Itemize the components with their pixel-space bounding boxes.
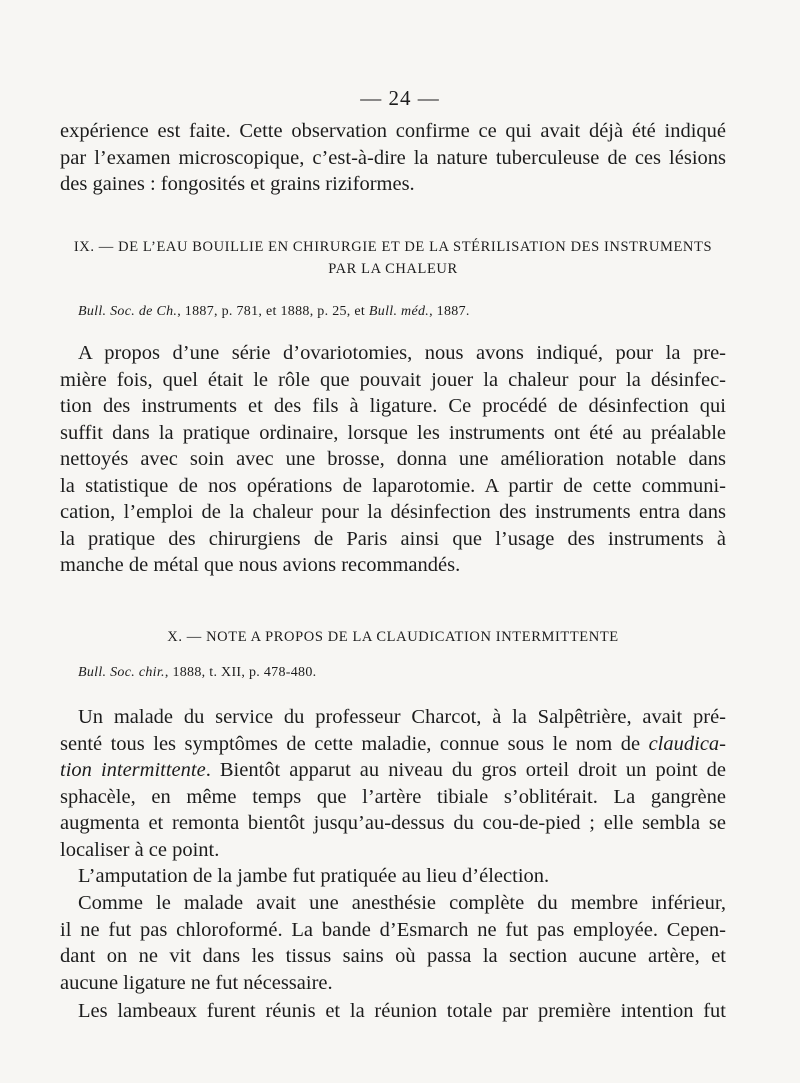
text-segment: senté tous les symptômes de cette maladie, connue sous le nom de xyxy=(60,732,649,755)
text-line: Les lambeaux furent réunis et la réunion totale par première intention fut xyxy=(78,1000,726,1022)
text-line: la statistique de nos opérations de laparotomie. A partir de cette communi- xyxy=(60,474,726,497)
text-line: mière fois, quel était le rôle que pouvait jouer la chaleur pour la désinfec- xyxy=(60,368,726,391)
text-line: tion des instruments et des fils à ligature. Ce procédé de désinfection qui xyxy=(60,395,726,417)
text-line: A propos d’une série d’ovariotomies, nous avons indiqué, pour la pre- xyxy=(78,342,726,364)
intro-paragraph xyxy=(60,118,726,198)
text-line: nettoyés avec soin avec une brosse, donna une amélioration notable dans xyxy=(60,448,726,470)
section-x-reference xyxy=(78,665,316,681)
heading-line: X. — NOTE A PROPOS DE LA CLAUDICATION INTERMITTENTE xyxy=(167,629,619,645)
text-line: dant on ne vit dans les tissus sains où passa la section aucune artère, et xyxy=(60,945,726,967)
reference-journal: Bull. Soc. de Ch. xyxy=(78,304,178,319)
section-x-heading xyxy=(60,626,726,648)
section-x-paragraph-4 xyxy=(60,998,726,1025)
text-segment: . Bientôt apparut au niveau du gros orteil droit un point de xyxy=(205,759,726,781)
text-line xyxy=(60,757,726,784)
page-number: — 24 — xyxy=(360,86,440,110)
text-line: L’amputation de la jambe fut pratiquée au lieu d’élection. xyxy=(78,865,550,887)
text-line: Comme le malade avait une anesthésie complète du membre inférieur, xyxy=(78,892,726,914)
reference-journal: Bull. méd. xyxy=(368,304,430,319)
text-line: sphacèle, en même temps que l’artère tibiale s’oblitérait. La gangrène xyxy=(60,785,726,808)
text-line: augmenta et remonta bientôt jusqu’au-dessus du cou-de-pied ; elle sembla se xyxy=(60,812,726,834)
text-line: Un malade du service du professeur Charcot, à la Salpêtrière, avait pré- xyxy=(78,706,726,728)
reference-details: , 1888, t. XII, p. 478-480. xyxy=(164,665,317,680)
reference-journal: Bull. Soc. chir. xyxy=(78,665,165,680)
text-line: la pratique des chirurgiens de Paris ainsi que l’usage des instruments à xyxy=(60,527,726,550)
text-line: il ne fut pas chloroformé. La bande d’Esmarch ne fut pas employée. Cepen- xyxy=(60,918,726,941)
heading-line: PAR LA CHALEUR xyxy=(328,261,458,277)
italic-term: claudica- xyxy=(648,732,726,755)
text-line: localiser à ce point. xyxy=(60,838,220,861)
section-x-paragraph-2 xyxy=(60,863,726,890)
italic-term: tion intermittente xyxy=(60,759,206,781)
text-line: cation, l’emploi de la chaleur pour la désinfection des instruments entra dans xyxy=(60,501,726,523)
text-line: des gaines : fongosités et grains riziformes. xyxy=(60,173,415,195)
section-ix-paragraph xyxy=(60,340,726,579)
reference-details: , 1887. xyxy=(429,304,470,319)
text-line: suffit dans la pratique ordinaire, lorsque les instruments ont été au préalable xyxy=(60,421,726,444)
text-line: aucune ligature ne fut nécessaire. xyxy=(60,971,333,994)
section-ix-reference xyxy=(78,304,470,320)
text-line: par l’examen microscopique, c’est-à-dire la nature tuberculeuse de ces lésions xyxy=(60,146,726,169)
heading-line: IX. — DE L’EAU BOUILLIE EN CHIRURGIE ET DE LA STÉRILISATION DES INSTRUMENTS xyxy=(73,239,713,255)
reference-details: , 1887, p. 781, et 1888, p. 25, et xyxy=(177,304,369,319)
text-line xyxy=(60,731,726,758)
section-x-paragraph-3 xyxy=(60,890,726,996)
section-ix-heading xyxy=(60,236,726,280)
text-line: expérience est faite. Cette observation confirme ce qui avait déjà été indiqué xyxy=(60,120,726,142)
section-x-paragraph-1 xyxy=(60,704,726,863)
text-line: manche de métal que nous avions recommandés. xyxy=(60,554,461,576)
